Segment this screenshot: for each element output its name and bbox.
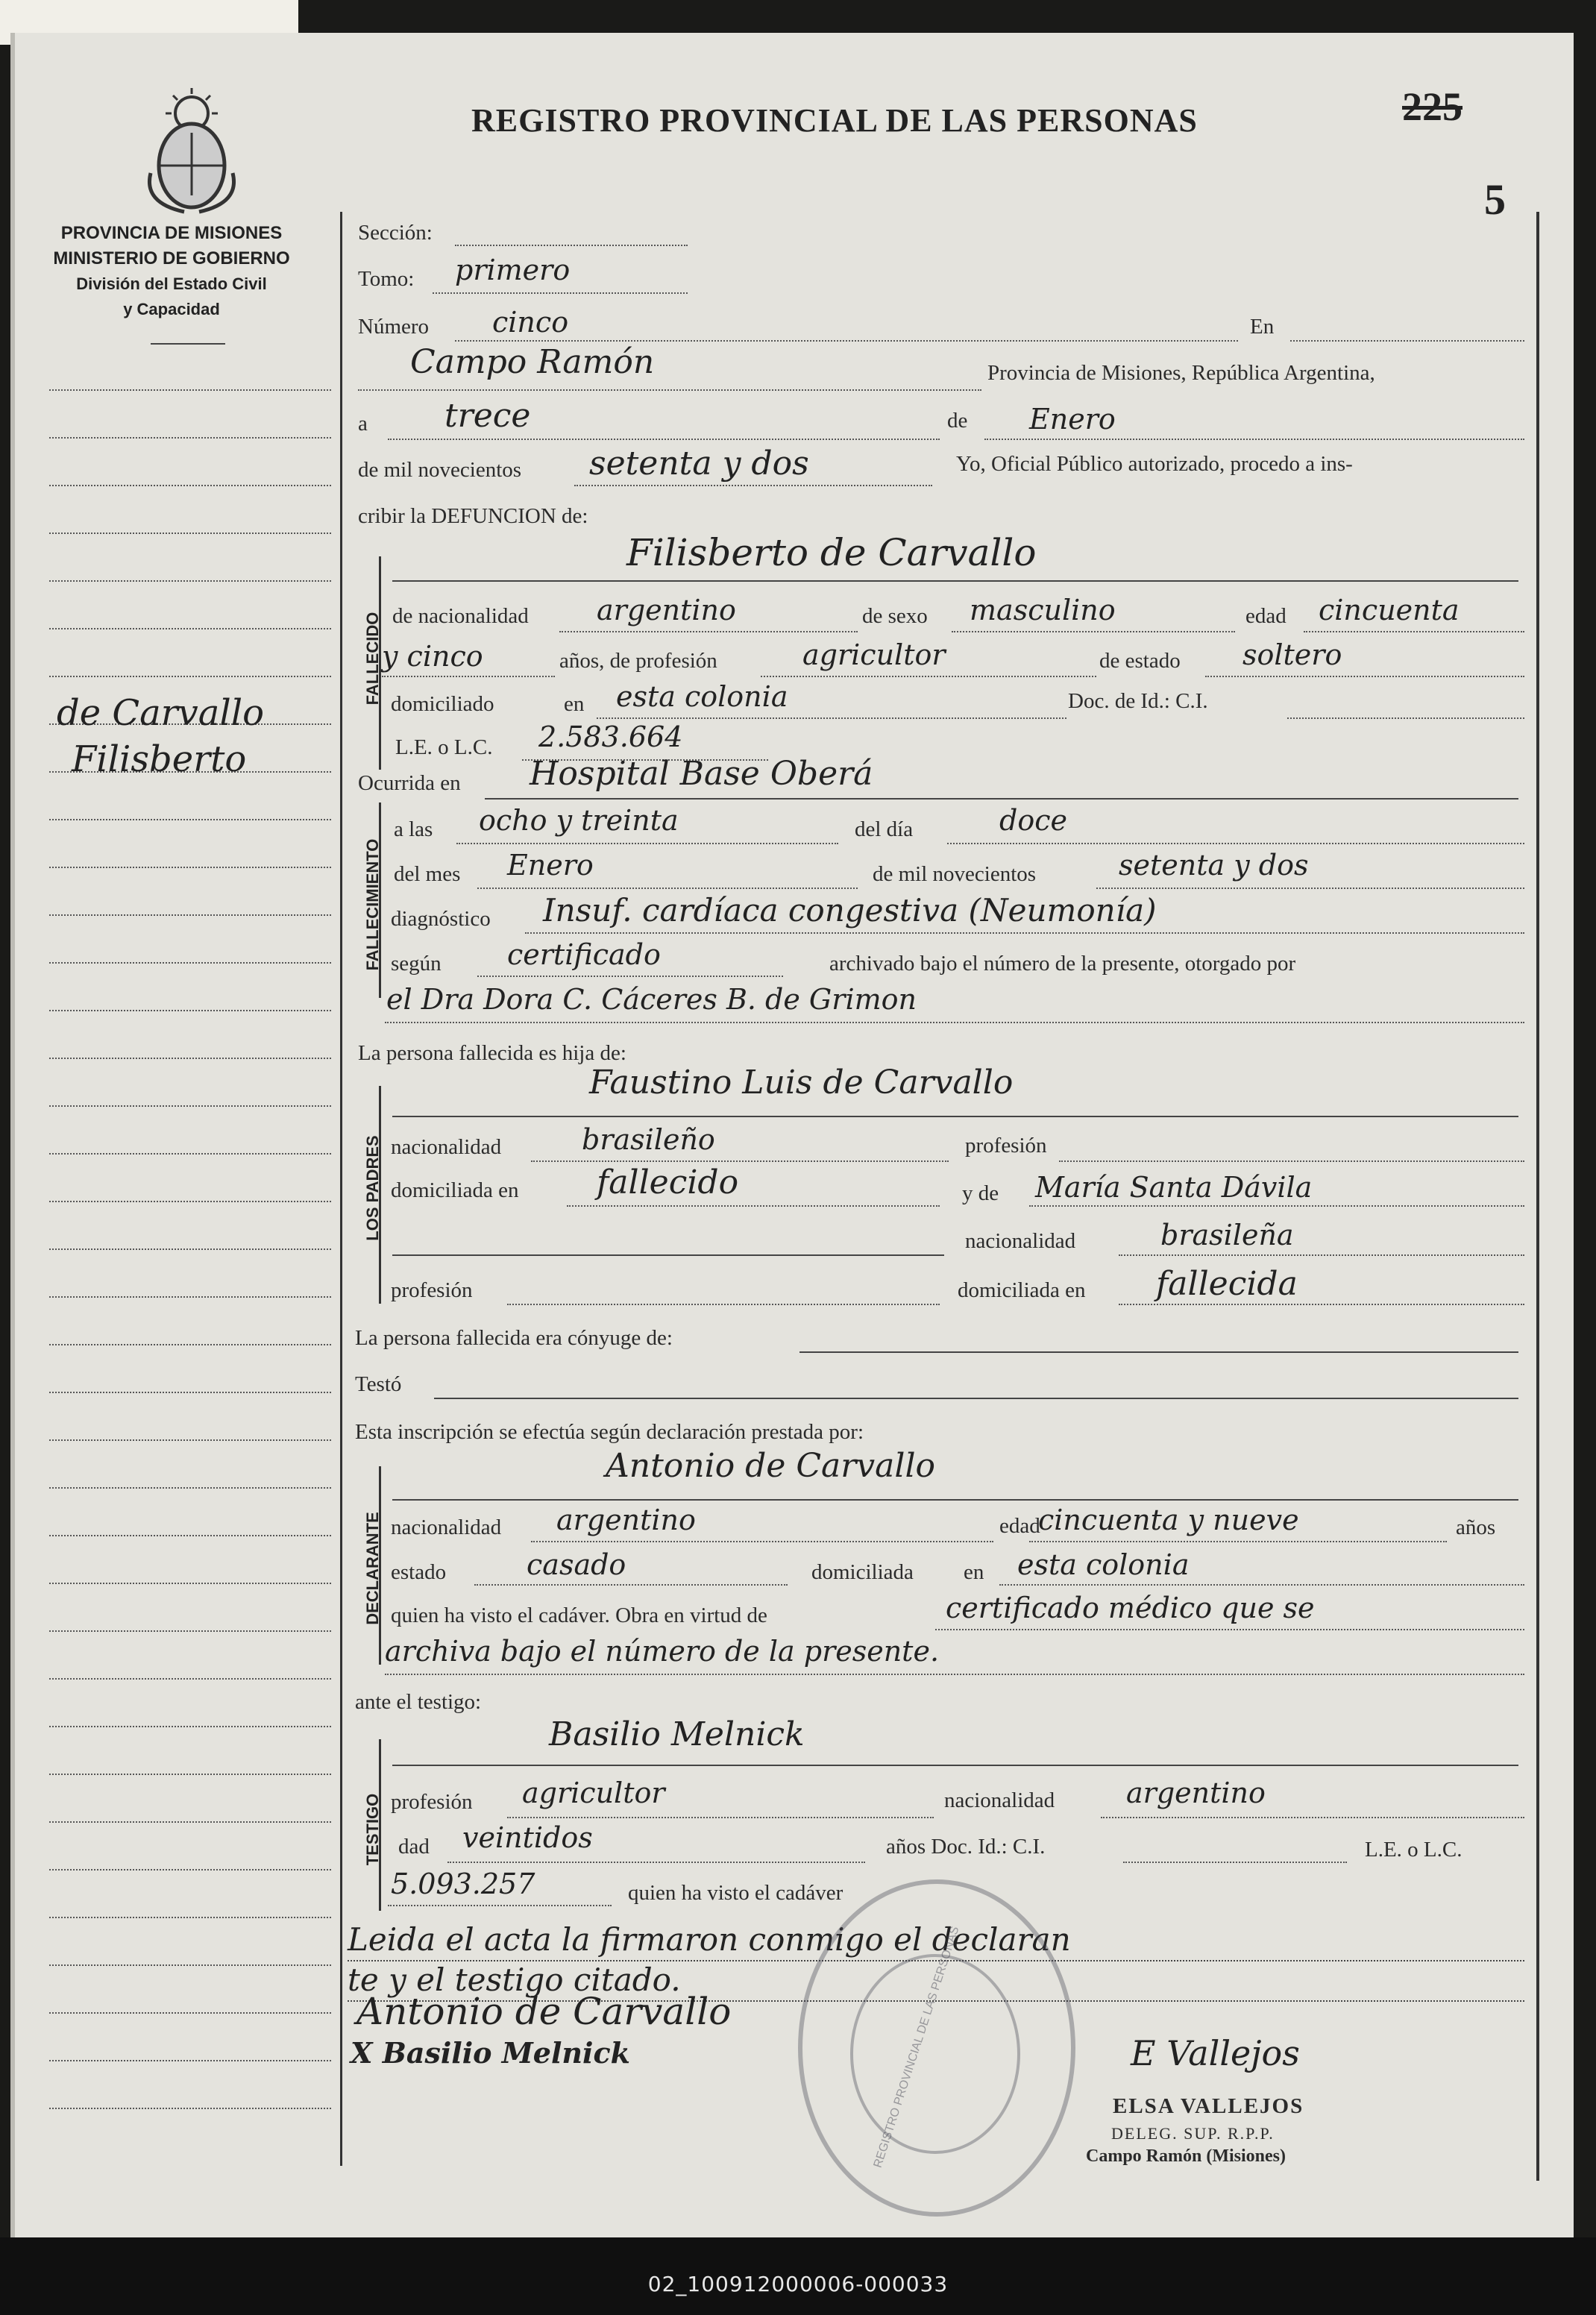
decl-nac-line — [531, 1541, 993, 1542]
oficial-label: Yo, Oficial Público autorizado, procedo a ins- — [956, 452, 1353, 476]
oficial-signature: E Vallejos — [1131, 2033, 1300, 2073]
testigo-line — [392, 1765, 1518, 1766]
test-edad-value: veintidos — [462, 1821, 593, 1854]
leida-text-cont: te y el testigo citado. — [348, 1961, 681, 1998]
province-label: PROVINCIA DE MISIONES — [60, 223, 283, 243]
ocurrida-label: Ocurrida en — [358, 771, 461, 795]
test-le-line — [388, 1905, 612, 1906]
margin-ruled-line — [49, 389, 331, 391]
numero-value: cinco — [492, 306, 569, 339]
test-le-label: L.E. o L.C. — [1365, 1838, 1463, 1862]
margin-ruled-line — [49, 580, 331, 582]
conyuge-label: La persona fallecida era cónyuge de: — [355, 1326, 673, 1350]
hora-line — [456, 843, 838, 844]
medico-line — [385, 1022, 1524, 1023]
margin-ruled-line — [49, 1964, 331, 1966]
ministry-label: MINISTERIO DE GOBIERNO — [53, 248, 290, 268]
dia-fall-value: doce — [999, 804, 1067, 837]
conyuge-line — [799, 1351, 1518, 1353]
domicilio-line — [597, 717, 1066, 719]
lugar-value: Campo Ramón — [410, 343, 655, 381]
test-doc-label: años Doc. Id.: C.I. — [886, 1835, 1046, 1859]
margin-ruled-line — [49, 1296, 331, 1298]
section-declarante: DECLARANTE — [363, 1512, 382, 1625]
division-label: División del Estado Civil — [76, 274, 267, 293]
de-label: de — [947, 409, 968, 433]
sexo-line — [952, 631, 1235, 632]
margin-ruled-line — [49, 2060, 331, 2061]
section-fallecimiento: FALLECIMIENTO — [363, 838, 382, 971]
margin-ruled-line — [49, 1010, 331, 1011]
edad-value-cont: y cinco — [382, 640, 483, 673]
difunto-line — [392, 580, 1518, 582]
en2-label: en — [564, 692, 585, 716]
leida-text: Leida el acta la firmaron conmigo el declaran — [348, 1921, 1071, 1958]
page-title: REGISTRO PROVINCIAL DE LAS PERSONAS — [471, 102, 1198, 139]
ante-label: ante el testigo: — [355, 1690, 482, 1714]
test-doc-line — [1123, 1862, 1347, 1863]
numero-label: Número — [358, 315, 430, 339]
segun-value: certificado — [507, 938, 661, 971]
padre-prof-line — [1059, 1160, 1524, 1162]
margin-note-surname: de Carvallo — [57, 692, 265, 734]
decl-estado-label: estado — [391, 1560, 447, 1584]
testo-label: Testó — [355, 1372, 402, 1396]
margin-ruled-line — [49, 1105, 331, 1107]
margin-ruled-line — [49, 1774, 331, 1775]
hija-label: La persona fallecida es hija de: — [358, 1041, 626, 1065]
margin-ruled-line — [49, 1201, 331, 1202]
del-mes-label: del mes — [394, 862, 461, 886]
margin-ruled-line — [49, 1535, 331, 1536]
padre-nac-value: brasileño — [582, 1123, 715, 1156]
madre-nac-line — [1119, 1254, 1524, 1256]
provincia-label: Provincia de Misiones, República Argentina, — [987, 361, 1375, 385]
left-header — [45, 221, 298, 322]
margin-ruled-line — [49, 914, 331, 916]
inscripcion-label: Esta inscripción se efectúa según declaración prestada por: — [355, 1420, 864, 1444]
left-header-rule — [151, 343, 225, 345]
test-nac-line — [1101, 1817, 1524, 1818]
padre-prof-label: profesión — [965, 1134, 1047, 1158]
margin-ruled-line — [49, 533, 331, 534]
profesion-value: agricultor — [802, 638, 946, 671]
padre-line — [392, 1116, 1518, 1117]
margin-ruled-line — [49, 1869, 331, 1870]
medico-value: el Dra Dora C. Cáceres B. de Grimon — [386, 983, 917, 1016]
diagnostico-value: Insuf. cardíaca congestiva (Neumonía) — [543, 892, 1157, 929]
decl-estado-value: casado — [527, 1548, 626, 1581]
anios-profesion-label: años, de profesión — [559, 649, 717, 673]
padre-nac-line — [531, 1160, 949, 1162]
margin-note-name: Filisberto — [72, 738, 247, 780]
margin-ruled-line — [49, 2012, 331, 2014]
domiciliado-label: domiciliado — [391, 692, 494, 716]
margin-ruled-line — [49, 676, 331, 677]
coat-of-arms-icon — [143, 84, 240, 218]
del-dia-label: del día — [855, 817, 914, 841]
mil2-label: de mil novecientos — [873, 862, 1037, 886]
margin-ruled-line — [49, 1344, 331, 1345]
edad-line — [1304, 631, 1524, 632]
mes-value: Enero — [1029, 403, 1116, 436]
padre-dom-line — [567, 1205, 940, 1207]
obra-cont-line — [385, 1674, 1524, 1675]
padre-dom-label: domiciliada en — [391, 1178, 519, 1202]
decl-nac-label: nacionalidad — [391, 1515, 502, 1539]
mil-label: de mil novecientos — [358, 458, 522, 482]
section-padres: LOS PADRES — [363, 1135, 382, 1241]
madre-prof-label: profesión — [391, 1278, 473, 1302]
segun-line — [477, 976, 783, 977]
anio-line — [574, 485, 932, 486]
dia-value: trece — [444, 397, 531, 435]
dia-fall-line — [947, 843, 1524, 844]
mes-fall-line — [477, 888, 858, 889]
difunto-nombre: Filisberto de Carvallo — [626, 531, 1037, 574]
oficial-lugar: Campo Ramón (Misiones) — [1086, 2146, 1286, 2166]
docid-label: Doc. de Id.: C.I. — [1068, 689, 1208, 713]
margin-ruled-line — [49, 437, 331, 439]
seal-text: REGISTRO PROVINCIAL DE LAS PERSONAS — [871, 1924, 962, 2170]
test-prof-value: agricultor — [522, 1777, 665, 1809]
sexo-value: masculino — [970, 594, 1116, 626]
anio-fall-value: setenta y dos — [1119, 849, 1309, 882]
padre-dom-cont-line — [392, 1254, 944, 1256]
margin-ruled-line — [49, 1058, 331, 1059]
lugar-line — [358, 389, 981, 391]
en-line — [1290, 340, 1524, 342]
margin-ruled-line — [49, 867, 331, 868]
margin-ruled-line — [49, 1726, 331, 1727]
margin-ruled-line — [49, 485, 331, 486]
margin-ruled-line — [49, 1248, 331, 1250]
padre-nombre: Faustino Luis de Carvallo — [589, 1064, 1014, 1102]
hora-value: ocho y treinta — [479, 804, 679, 837]
test-prof-line — [507, 1817, 934, 1818]
madre-dom-label: domiciliada en — [958, 1278, 1086, 1302]
declarante-signature: Antonio de Carvallo — [356, 1990, 732, 2033]
y-de-label: y de — [962, 1181, 999, 1205]
test-prof-label: profesión — [391, 1790, 473, 1814]
testo-line — [434, 1398, 1518, 1399]
margin-ruled-line — [49, 1439, 331, 1441]
obra-value-cont: archiva bajo el número de la presente. — [385, 1635, 940, 1668]
nacionalidad-value: argentino — [597, 594, 736, 626]
padre-dom-value: fallecido — [597, 1163, 739, 1202]
madre-nombre: María Santa Dávila — [1035, 1171, 1313, 1204]
anio-value: setenta y dos — [589, 445, 809, 483]
decl-dom-value: esta colonia — [1017, 1548, 1190, 1581]
section-fallecido: FALLECIDO — [363, 612, 382, 706]
profesion-line — [761, 676, 1096, 677]
test-le-value: 5.093.257 — [391, 1868, 535, 1900]
obra-line — [935, 1629, 1524, 1630]
madre-nac-value: brasileña — [1160, 1219, 1294, 1251]
domicilio-value: esta colonia — [616, 680, 788, 713]
docid-line — [1287, 717, 1524, 719]
margin-ruled-line — [49, 1583, 331, 1584]
mes-fall-value: Enero — [507, 849, 594, 882]
estado-line — [1205, 676, 1524, 677]
decl-edad-value: cincuenta y nueve — [1038, 1504, 1299, 1536]
a-las-label: a las — [394, 817, 433, 841]
le-value: 2.583.664 — [538, 720, 683, 753]
decl-nac-value: argentino — [556, 1504, 696, 1536]
margin-ruled-line — [49, 1153, 331, 1155]
diagnostico-line — [525, 932, 1524, 934]
anio-fall-line — [1096, 888, 1524, 889]
decl-dom-label: domiciliada — [811, 1560, 914, 1584]
sexo-label: de sexo — [862, 604, 928, 628]
le-label: L.E. o L.C. — [395, 735, 493, 759]
mes-line — [984, 439, 1524, 440]
padre-nac-label: nacionalidad — [391, 1135, 502, 1159]
edad-label: edad — [1245, 604, 1286, 628]
test-edad-label: dad — [398, 1835, 430, 1859]
page-divider — [340, 212, 342, 2166]
margin-ruled-line — [49, 1821, 331, 1823]
madre-dom-value: fallecida — [1156, 1265, 1298, 1303]
decl-edad-label: edad — [999, 1514, 1040, 1538]
numero-line — [455, 340, 1238, 342]
edad-value: cincuenta — [1319, 594, 1460, 626]
diagnostico-label: diagnóstico — [391, 907, 491, 931]
estado-label: de estado — [1099, 649, 1181, 673]
margin-ruled-line — [49, 1630, 331, 1632]
scan-file-code: 02_100912000006-000033 — [647, 2272, 949, 2296]
madre-prof-line — [507, 1304, 940, 1305]
tomo-value: primero — [455, 254, 571, 286]
page-right-border — [1536, 212, 1539, 2181]
obra-value: certificado médico que se — [946, 1592, 1315, 1624]
tomo-label: Tomo: — [358, 267, 415, 291]
page-number: 5 — [1484, 175, 1506, 224]
declarante-nombre: Antonio de Carvallo — [606, 1447, 936, 1485]
margin-ruled-line — [49, 1392, 331, 1393]
oficial-name: ELSA VALLEJOS — [1113, 2094, 1304, 2118]
margin-ruled-line — [49, 962, 331, 964]
decl-estado-line — [474, 1584, 788, 1586]
testigo-signature: X Basilio Melnick — [351, 2036, 630, 2070]
margin-ruled-line — [49, 628, 331, 629]
seccion-label: Sección: — [358, 221, 433, 245]
margin-ruled-line — [49, 819, 331, 820]
folio-number: 225 — [1402, 84, 1463, 129]
edad-cont-line — [382, 676, 555, 677]
madre-nac-label: nacionalidad — [965, 1229, 1076, 1253]
quien-label: quien ha visto el cadáver. Obra en virtud de — [391, 1603, 767, 1627]
test-nac-label: nacionalidad — [944, 1788, 1055, 1812]
en-label: En — [1250, 315, 1275, 339]
estado-value: soltero — [1242, 638, 1342, 671]
section-testigo: TESTIGO — [363, 1793, 382, 1866]
margin-ruled-line — [49, 1487, 331, 1489]
capacity-label: y Capacidad — [123, 300, 220, 318]
nacionalidad-line — [559, 631, 858, 632]
margin-ruled-line — [49, 1678, 331, 1680]
madre-nombre-line — [1029, 1205, 1524, 1207]
ocurrida-line — [485, 798, 1518, 800]
inscribir-label: cribir la DEFUNCION de: — [358, 504, 588, 528]
decl-dom-line — [999, 1584, 1524, 1586]
margin-ruled-line — [49, 1917, 331, 1918]
a-label: a — [358, 412, 368, 436]
testigo-nombre: Basilio Melnick — [549, 1715, 805, 1753]
madre-dom-line — [1119, 1304, 1524, 1305]
test-visto-label: quien ha visto el cadáver — [628, 1881, 843, 1905]
decl-en-label: en — [964, 1560, 984, 1584]
ocurrida-value: Hospital Base Oberá — [530, 755, 873, 793]
nacionalidad-label: de nacionalidad — [392, 604, 529, 628]
segun-label: según — [391, 952, 442, 976]
declarante-line — [392, 1499, 1518, 1501]
dia-line — [388, 439, 940, 440]
tomo-line — [433, 292, 688, 294]
decl-edad-line — [1029, 1541, 1447, 1542]
test-edad-line — [447, 1862, 865, 1863]
margin-ruled-line — [49, 2108, 331, 2109]
oficial-cargo: DELEG. SUP. R.P.P. — [1111, 2124, 1275, 2143]
test-nac-value: argentino — [1126, 1777, 1266, 1809]
seccion-line — [455, 245, 688, 246]
archivado-label: archivado bajo el número de la presente, otorgado por — [829, 952, 1296, 976]
decl-anios-label: años — [1456, 1515, 1496, 1539]
